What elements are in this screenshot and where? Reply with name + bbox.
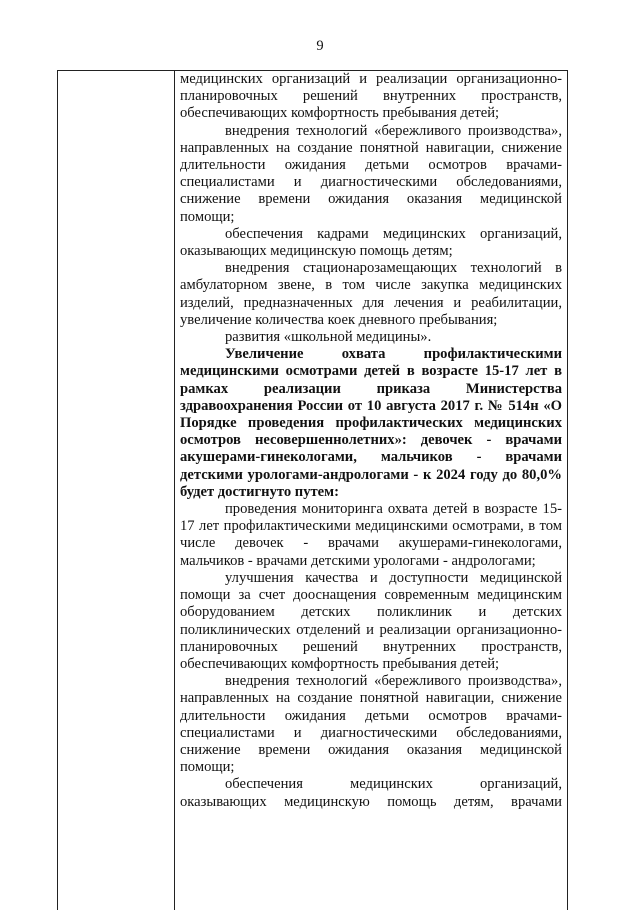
paragraph-inpatient-replacement: внедрения стационарозамещающих технологий в амбулаторном звене, в том числе закупка медицинских изделий, предназначенных для лечения и реабилитации, увеличение количества коек дневного пребывания; bbox=[180, 260, 562, 328]
paragraph-quality-improvement: улучшения качества и доступности медицинской помощи за счет дооснащения современным медицинским оборудованием детских поликлиник и детских поликлинических отделений и реализации организационно-планировочных решений внутренних пространств, обеспечивающих комфортность пребывания детей; bbox=[180, 569, 562, 672]
paragraph-planning-continuation: медицинских организаций и реализации организационно-планировочных решений внутренних пространств, обеспечивающих комфортность пребывания детей; bbox=[180, 71, 562, 122]
column-divider bbox=[174, 71, 175, 910]
paragraph-coverage-increase-heading: Увеличение охвата профилактическими медицинскими осмотрами детей в возрасте 15-17 лет в рамках реализации приказа Министерства здравоохранения России от 10 августа 2017 г. № 514н «О Порядке проведения профилактических медицинских осмотров несовершеннолетних»: девочек - врачами акушерами-гинекологами, мальчиков - врачами детскими урологами-андрологами - к 2024 году до 80,0% будет достигнуто путем: bbox=[180, 346, 562, 500]
paragraph-staffing-2: обеспечения медицинских организаций, оказывающих медицинскую помощь детям, врачами bbox=[180, 776, 562, 810]
paragraph-school-medicine: развития «школьной медицины». bbox=[225, 329, 432, 346]
page-number: 9 bbox=[316, 38, 324, 54]
paragraph-monitoring: проведения мониторинга охвата детей в возрасте 15-17 лет профилактическими медицинскими осмотрами, в том числе девочек - врачами акушерами-гинекологами, мальчиков - врачами детскими урологами - андрологами; bbox=[180, 501, 562, 569]
text-column bbox=[180, 71, 562, 811]
paragraph-staffing: обеспечения кадрами медицинских организаций, оказывающих медицинскую помощь детям; bbox=[180, 225, 562, 260]
paragraph-lean-production: внедрения технологий «бережливого производства», направленных на создание понятной навигации, снижение длительности ожидания детьми осмотров врачами-специалистами и диагностическими обследованиями, снижение времени ожидания оказания медицинской помощи; bbox=[180, 122, 562, 225]
document-table bbox=[57, 70, 568, 910]
paragraph-lean-production-2: внедрения технологий «бережливого производства», направленных на создание понятной навигации, снижение длительности ожидания детьми осмотров врачами-специалистами и диагностическими обследованиями, снижение времени ожидания оказания медицинской помощи; bbox=[180, 673, 562, 776]
